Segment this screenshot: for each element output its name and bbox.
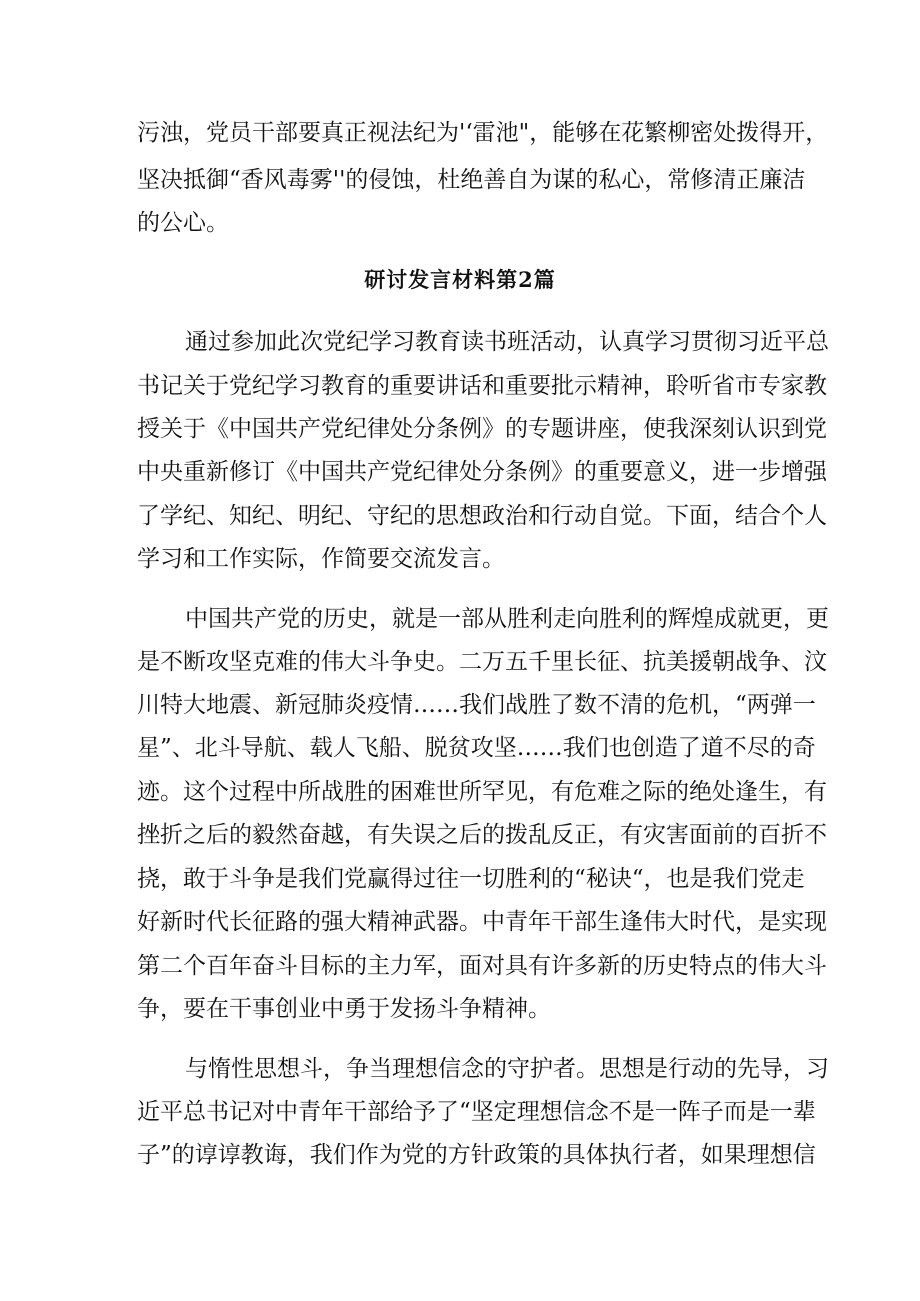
paragraph-line: 近平总书记对中青年干部给予了“坚定理想信念不是一阵子而是一辈 bbox=[137, 1099, 816, 1125]
paragraph-line: 中国共产党的历史，就是一部从胜利走向胜利的辉煌成就更，更 bbox=[185, 606, 829, 632]
paragraph-line: 授关于《中国共产党纪律处分条例》的专题讲座，使我深刻认识到党 bbox=[137, 416, 827, 442]
paragraph-line: 第二个百年奋斗目标的主力军，面对具有许多新的历史特点的伟大斗 bbox=[137, 953, 827, 979]
paragraph-line: 的公心。 bbox=[137, 210, 229, 236]
paragraph-line: 通过参加此次党纪学习教育读书班活动，认真学习贯彻习近平总 bbox=[185, 329, 829, 355]
paragraph-line: 川特大地震、新冠肺炎疫情……我们战胜了数不清的危机，“两弹一 bbox=[137, 692, 816, 718]
paragraph-line: 坚决抵御“香风毒雾''的侵蚀，杜绝善自为谋的私心，常修清正廉洁 bbox=[137, 167, 806, 193]
paragraph-line: 星”、北斗导航、载人飞船、脱贫攻坚……我们也创造了道不尽的奇 bbox=[137, 735, 816, 761]
paragraph-line: 迹。这个过程中所战胜的困难世所罕见，有危难之际的绝处逢生，有 bbox=[137, 779, 827, 805]
paragraph-line: 挫折之后的毅然奋越，有失误之后的拨乱反正，有灾害面前的百折不 bbox=[137, 822, 827, 848]
paragraph-line: 是不断攻坚克难的伟大斗争史。二万五千里长征、抗美援朝战争、汶 bbox=[137, 649, 827, 675]
paragraph-line: 污浊，党员干部要真正视法纪为'‘雷池"，能够在花繁柳密处拨得开， bbox=[137, 120, 829, 146]
section-title: 研讨发言材料第2篇 bbox=[364, 267, 556, 292]
paragraph-line: 中央重新修订《中国共产党纪律处分条例》的重要意义，进一步增强 bbox=[137, 459, 827, 485]
paragraph-line: 与惰性思想斗，争当理想信念的守护者。思想是行动的先导，习 bbox=[185, 1056, 829, 1082]
paragraph-line: 挠，敢于斗争是我们党赢得过往一切胜利的“秘诀“，也是我们党走 bbox=[137, 866, 805, 892]
paragraph-line: 争，要在干事创业中勇于发扬斗争精神。 bbox=[137, 996, 551, 1022]
paragraph-line: 书记关于党纪学习教育的重要讲话和重要批示精神，聆听省市专家教 bbox=[137, 373, 827, 399]
paragraph-line: 好新时代长征路的强大精神武器。中青年干部生逢伟大时代，是实现 bbox=[137, 909, 827, 935]
paragraph-line: 了学纪、知纪、明纪、守纪的思想政治和行动自觉。下面，结合个人 bbox=[137, 503, 827, 529]
paragraph-line: 子”的谆谆教诲，我们作为党的方针政策的具体执行者，如果理想信 bbox=[137, 1142, 816, 1168]
paragraph-line: 学习和工作实际，作简要交流发言。 bbox=[137, 546, 505, 572]
